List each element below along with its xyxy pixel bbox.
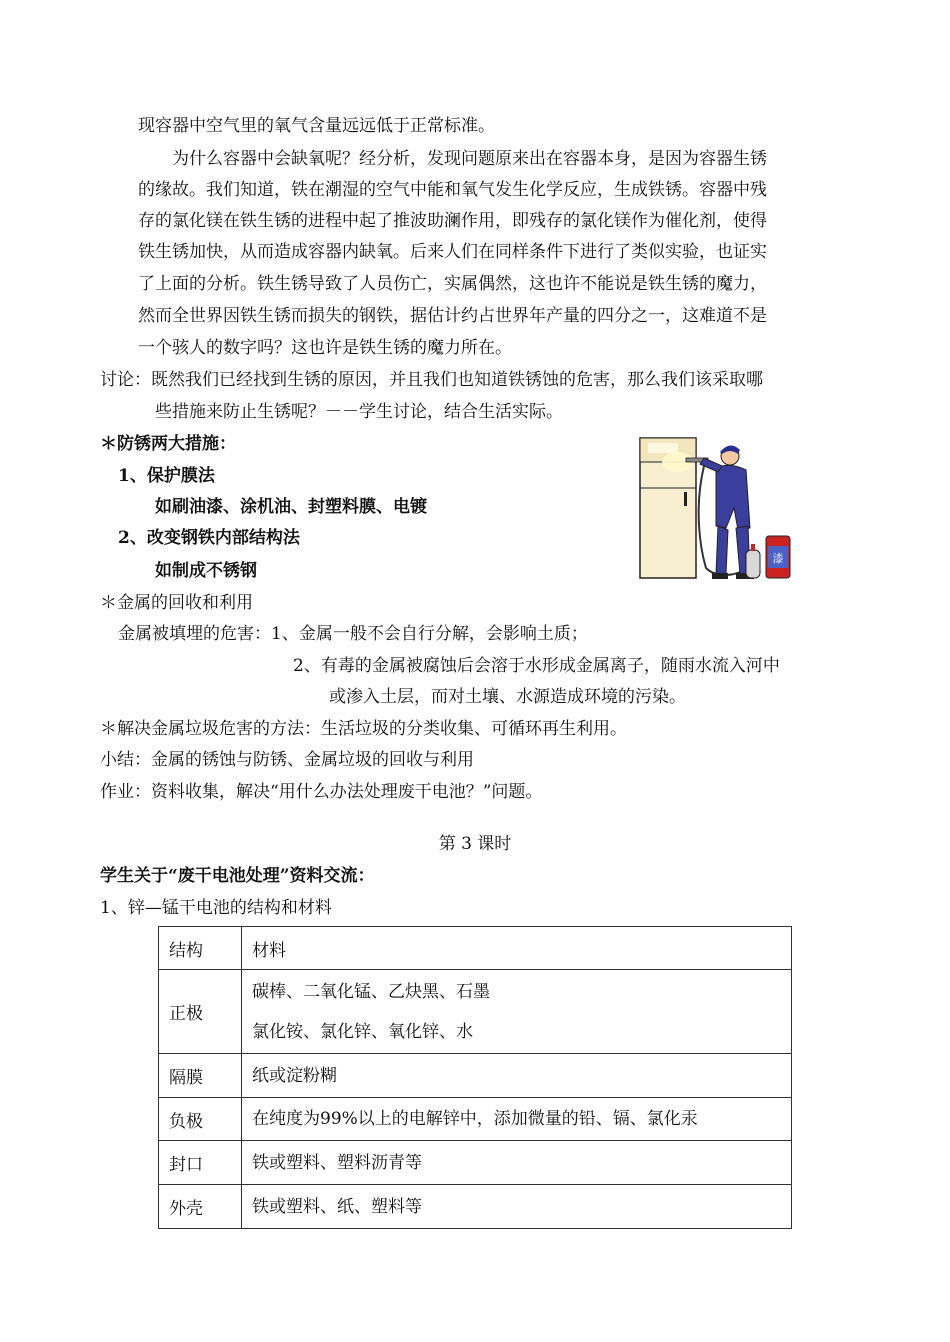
table-cell-part: 外壳 (159, 1185, 242, 1229)
table-row (159, 1054, 792, 1098)
method-2-title: 2、改变钢铁内部结构法 (118, 528, 300, 548)
table-cell-part: 封口 (159, 1141, 242, 1185)
paint-can-label: 漆 (772, 552, 784, 565)
lesson-heading: 学生关于“废干电池处理”资料交流： (100, 866, 375, 886)
table-row (159, 1141, 792, 1185)
material-line: 铁或塑料、纸、塑料等 (252, 1196, 422, 1217)
recycle-heading: ＊金属的回收和利用 (100, 593, 253, 613)
rust-heading: ＊防锈两大措施： (100, 434, 236, 454)
material-line: 在纯度为99%以上的电解锌中，添加微量的铅、镉、氯化汞 (252, 1109, 698, 1129)
table-header-row (159, 927, 792, 970)
paragraph-line: 现容器中空气里的氧气含量远远低于正常标准。 (138, 116, 495, 136)
paragraph-line: 的缘故。我们知道，铁在潮湿的空气中能和氧气发生化学反应，生成铁锈。容器中残 (138, 180, 767, 200)
solution-line: ＊解决金属垃圾危害的方法：生活垃圾的分类收集、可循环再生利用。 (100, 719, 627, 739)
table-row (159, 1185, 792, 1229)
table-cell-material (242, 970, 792, 1054)
paragraph-line: 为什么容器中会缺氧呢？经分析，发现问题原来出在容器本身，是因为容器生锈 (172, 149, 767, 169)
lesson-title: 第 3 课时 (438, 834, 512, 854)
method-1-detail: 如刷油漆、涂机油、封塑料膜、电镀 (155, 497, 427, 517)
material-line: 铁或塑料、塑料沥青等 (252, 1152, 422, 1173)
harm-line-3: 或渗入土层，而对土壤、水源造成环境的污染。 (329, 687, 686, 707)
table-row (159, 1098, 792, 1141)
harm-line-2: 2、有毒的金属被腐蚀后会溶于水形成金属离子，随雨水流入河中 (293, 656, 780, 676)
table-header-cell: 材料 (242, 927, 792, 970)
summary-line: 小结：金属的锈蚀与防锈、金属垃圾的回收与利用 (100, 750, 474, 770)
table-cell-part: 隔膜 (159, 1054, 242, 1098)
material-line: 碳棒、二氧化锰、乙炔黑、石墨 (252, 981, 490, 1002)
table-cell-material (242, 1141, 792, 1185)
material-line: 氯化铵、氯化锌、氧化锌、水 (252, 1021, 473, 1042)
paragraph-line: 了上面的分析。铁生锈导致了人员伤亡，实属偶然，这也许不能说是铁生锈的魔力， (138, 274, 767, 294)
table-cell-part: 正极 (159, 970, 242, 1054)
battery-materials-table (158, 926, 792, 1229)
table-row (159, 970, 792, 1054)
discussion-line: 些措施来防止生锈呢？－－学生讨论，结合生活实际。 (155, 402, 563, 422)
lesson-subheading: 1、锌—锰干电池的结构和材料 (100, 898, 332, 918)
table-cell-material (242, 1054, 792, 1098)
table-cell-material (242, 1098, 792, 1141)
painting-worker-illustration (634, 428, 794, 588)
method-2-detail: 如制成不锈钢 (155, 561, 257, 581)
table-cell-part: 负极 (159, 1098, 242, 1141)
paragraph-line: 存的氯化镁在铁生锈的进程中起了推波助澜作用，即残存的氯化镁作为催化剂，使得 (138, 211, 767, 231)
material-line: 纸或淀粉糊 (252, 1065, 337, 1086)
paragraph-line: 然而全世界因铁生锈而损失的钢铁，据估计约占世界年产量的四分之一，这难道不是 (138, 306, 767, 326)
paragraph-line: 一个骇人的数字吗？这也许是铁生锈的魔力所在。 (138, 338, 512, 358)
method-1-title: 1、保护膜法 (118, 466, 215, 486)
discussion-line: 讨论：既然我们已经找到生锈的原因，并且我们也知道铁锈蚀的危害，那么我们该采取哪 (100, 370, 763, 390)
harm-line-1: 金属被填埋的危害：1、金属一般不会自行分解，会影响土质； (118, 624, 588, 644)
homework-line: 作业：资料收集，解决“用什么办法处理废干电池？”问题。 (100, 782, 543, 802)
paragraph-line: 铁生锈加快，从而造成容器内缺氧。后来人们在同样条件下进行了类似实验，也证实 (138, 242, 767, 262)
table-cell-material (242, 1185, 792, 1229)
table-header-cell: 结构 (159, 927, 242, 970)
